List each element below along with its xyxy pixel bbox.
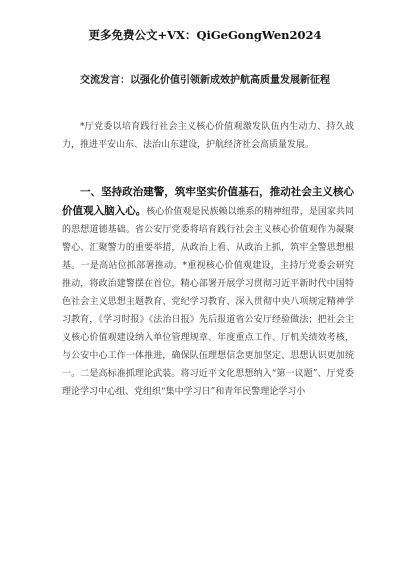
section-1-heading: 一、坚持政治建警，筑牢坚实价值基石，推动社会主义核心价值观入脑入心。 [62,186,354,217]
section-1-body: 核心价值观是民族赖以维系的精神纽带，是国家共同的思想道德基础。省公安厅党委将培育践行社会主义核心价值观作为凝聚警心、汇聚警力的重要举措，从政治上看、从政治上抓，筑牢全警思想根基。一是高站位抓部署推动。*重视核心价值观建设，主持厅党委会研究推动，将政治建警摆在首位，精心部署开展学习贯彻习近平新时代中国特色社会主义思想主题教育、党纪学习教育、深入贯彻中央八项规定精神学习教育，《学习时报》《法治日报》先后报道省公安厅经验做法；把社会主义核心价值观建设纳入单位管理规章、年度重点工作、厅机关绩效考核，与公安中心工作一体推进，确保队伍理想信念更加坚定、思想认识更加统一。二是高标准抓理论武装。将习近平文化思想纳入“第一议题”、厅党委理论学习中心组、党组织“集中学习日”和青年民警理论学习小 [62,207,354,397]
intro-paragraph: *厅党委以培育践行社会主义核心价值观激发队伍内生动力、持久战力，推进平安山东、法治山东建设，护航经济社会高质量发展。 [62,122,354,150]
document-title: 交流发言：以强化价值引领新成效护航高质量发展新征程 [80,75,330,86]
page-header: 更多免费公文+VX：QiGeGongWen2024 [88,28,322,42]
section-1-paragraph [62,183,354,401]
